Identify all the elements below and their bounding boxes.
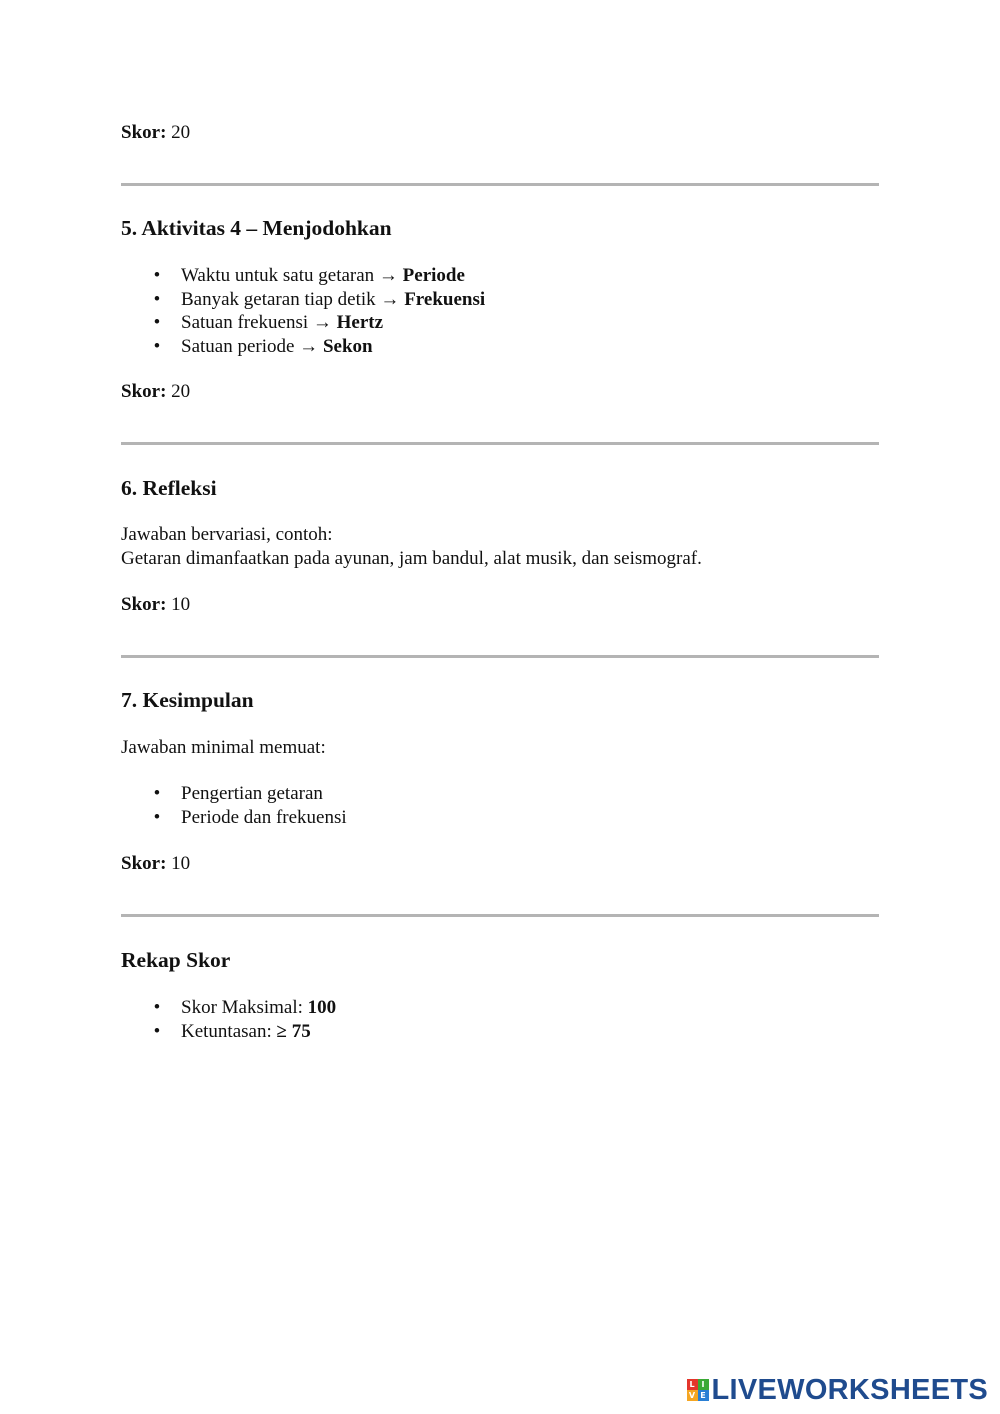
list-item: • Satuan periode → Sekon	[153, 335, 373, 357]
divider	[121, 442, 879, 445]
bullet: •	[153, 1020, 161, 1042]
bullet: •	[153, 806, 161, 828]
score-value: 10	[171, 853, 191, 874]
score-value: 20	[171, 381, 191, 402]
logo-tile: E	[698, 1390, 709, 1401]
paragraph: Jawaban bervariasi, contoh:	[121, 524, 333, 545]
list-item: • Skor Maksimal: 100	[153, 997, 337, 1018]
logo-tile: L	[687, 1379, 698, 1390]
bullet: •	[153, 783, 161, 804]
list-item: • Satuan frekuensi → Hertz	[153, 312, 384, 333]
list-item: • Waktu untuk satu getaran → Periode	[153, 265, 465, 286]
score-label: Skor:	[121, 853, 167, 874]
liveworksheets-logo[interactable]	[687, 1372, 989, 1408]
section-title: 7. Kesimpulan	[121, 688, 254, 712]
section-title: Rekap Skor	[121, 948, 231, 972]
logo-tile: I	[698, 1379, 709, 1390]
score-label: Skor:	[121, 122, 167, 143]
bullet: •	[153, 312, 161, 333]
list-item: • Ketuntasan: ≥ 75	[153, 1020, 311, 1042]
list-item: • Periode dan frekuensi	[153, 806, 347, 828]
section-title: 6. Refleksi	[121, 476, 217, 500]
divider	[121, 914, 879, 917]
matching-list	[152, 264, 485, 358]
score-value: 20	[171, 122, 191, 143]
conclusion-list	[152, 782, 347, 829]
logo-icon	[687, 1379, 709, 1401]
logo-text: LIVEWORKSHEETS	[711, 1373, 988, 1406]
score-line	[121, 380, 190, 404]
score-line	[121, 852, 190, 876]
logo-tile: V	[687, 1390, 698, 1401]
bullet: •	[153, 265, 161, 286]
paragraph: Jawaban minimal memuat:	[121, 737, 326, 758]
section-title: 5. Aktivitas 4 – Menjodohkan	[121, 216, 392, 240]
divider	[121, 655, 879, 658]
summary-list	[152, 996, 336, 1043]
paragraph: Getaran dimanfaatkan pada ayunan, jam bandul, alat musik, dan seismograf.	[121, 547, 702, 569]
score-label: Skor:	[121, 594, 167, 615]
bullet: •	[153, 997, 161, 1018]
divider	[121, 183, 879, 186]
list-item: • Banyak getaran tiap detik → Frekuensi	[153, 288, 486, 310]
list-item: • Pengertian getaran	[153, 783, 323, 804]
score-line	[121, 593, 190, 617]
score-line	[121, 121, 190, 145]
score-value: 10	[171, 594, 191, 615]
bullet: •	[153, 335, 161, 357]
score-label: Skor:	[121, 381, 167, 402]
bullet: •	[153, 288, 161, 310]
